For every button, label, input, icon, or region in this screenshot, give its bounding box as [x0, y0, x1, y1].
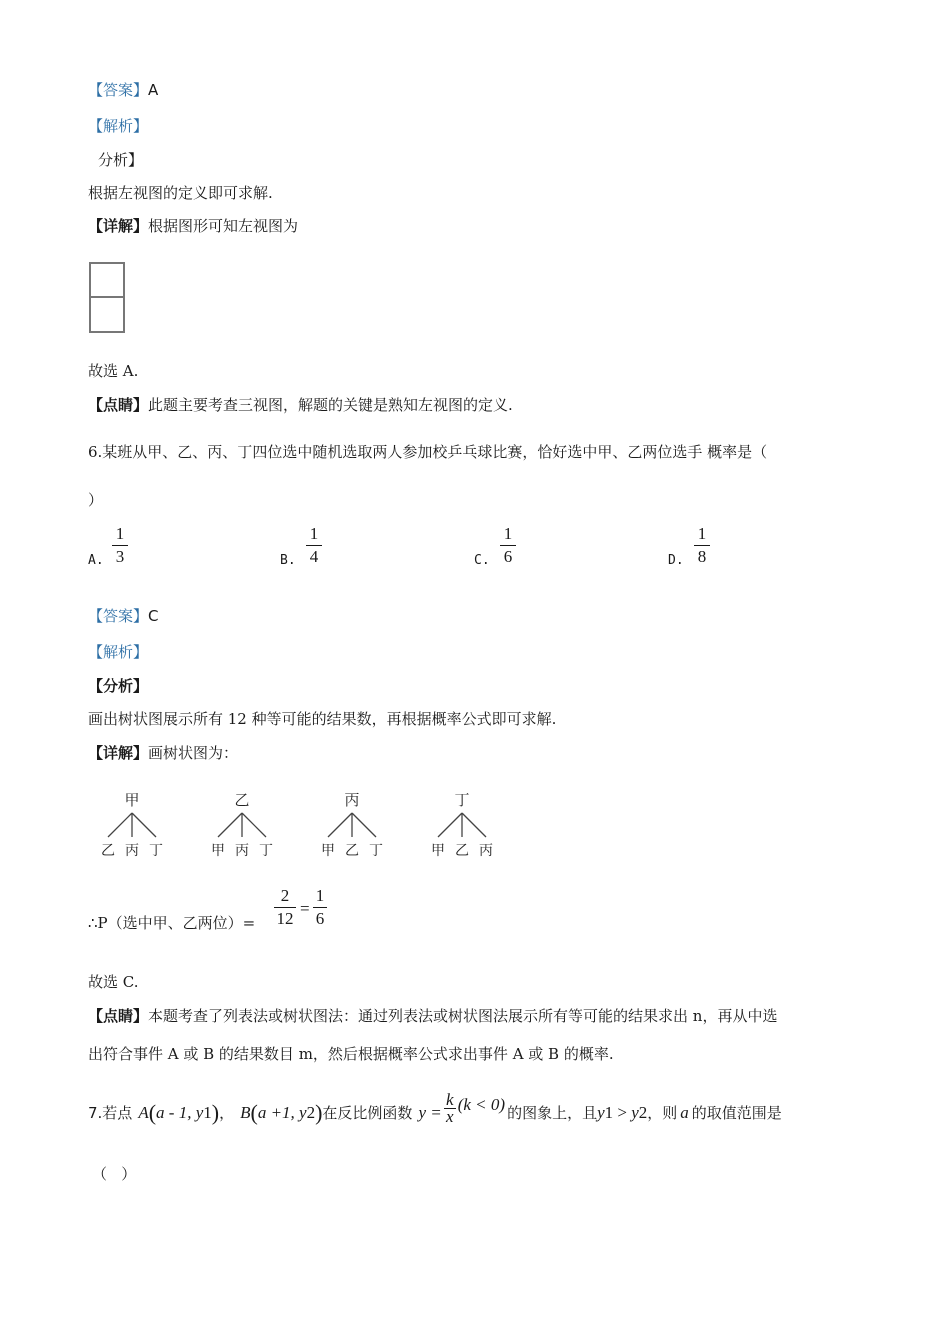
fraction-denominator: 6 [503, 547, 513, 566]
func-fraction [444, 1092, 456, 1125]
fraction-numerator: 1 [503, 524, 513, 543]
detail-tag: 【详解】 [88, 217, 149, 235]
sub-2: 2 [306, 1102, 316, 1122]
comment-text: 本题考查了列表法或树状图法：通过列表法或树状图法展示所有等可能的结果求出 n，再从中选 [148, 1007, 778, 1025]
tree-leaf: 甲 [321, 843, 335, 859]
comment-tag: 【点睛】 [88, 396, 149, 414]
q6-stem: 6.某班从甲、乙、丙、丁四位选中随机选取两人参加校乒乓球比赛，恰好选中甲、乙两位选手 概率是（ [88, 443, 768, 461]
paren-open: ( [250, 1099, 258, 1125]
ineq-op: > [613, 1102, 632, 1122]
answer-tag: 【答案】 [88, 81, 149, 99]
option-a-fraction [112, 524, 128, 567]
fraction-numerator: 1 [315, 886, 325, 905]
q7-stem: 7.若点 A ( a - 1, y 1 ) ， B ( a +1, y 2 ) 在反比例函数 y = k x (k < 0) 的图象上，且 y 1 > y 2 ，则 a 的取值范围是 [88, 1090, 782, 1126]
tree-leaf: 甲 [431, 843, 445, 859]
tree-branch [328, 813, 352, 837]
fraction-denominator: 12 [276, 909, 294, 928]
q6-answer [88, 606, 159, 626]
q5-analysis-tag: 【解析】 [88, 117, 149, 135]
option-d-label: D. [668, 553, 684, 568]
ineq-y1: y [597, 1102, 605, 1122]
paren-open: ( [148, 1099, 157, 1125]
tree-leaf: 丁 [259, 843, 273, 859]
tree-root: 甲 [124, 791, 140, 809]
q7-answer-paren: （ ） [92, 1165, 137, 1183]
detail-tag: 【详解】 [88, 744, 149, 762]
tree-diagram [88, 785, 508, 870]
q6-prob-prefix: ∴P（选中甲、乙两位）= [88, 914, 256, 932]
q6-stem-close: ） [88, 491, 104, 509]
q5-detail [88, 216, 298, 236]
q6-analysis-tag: 【解析】 [88, 643, 149, 661]
tree-branch [352, 813, 376, 837]
tree-branch [132, 813, 156, 837]
q6-method: 画出树状图展示所有 12 种等可能的结果数，再根据概率公式即可求解. [88, 710, 557, 728]
tree-leaf: 甲 [211, 843, 225, 859]
prob-equals: = [300, 899, 310, 918]
left-view-figure [88, 262, 128, 334]
point-a: A [138, 1102, 149, 1122]
tree-branch [218, 813, 242, 837]
point-b: B [240, 1102, 251, 1122]
tree-leaf: 丁 [149, 843, 163, 859]
tree-branch [242, 813, 266, 837]
q6-comment-line1 [88, 1006, 777, 1026]
func-num: k [445, 1090, 454, 1109]
tree-leaf: 丙 [235, 843, 249, 859]
q5-method: 根据左视图的定义即可求解. [88, 184, 273, 202]
var-a: a [680, 1102, 689, 1122]
prob-fraction-2 [313, 886, 327, 929]
q7-tail: 的取值范围是 [691, 1103, 782, 1122]
detail-text: 画树状图为： [148, 744, 239, 762]
q7-prefix: 7.若点 [88, 1103, 133, 1122]
fraction-denominator: 4 [309, 547, 319, 566]
func-den: x [445, 1107, 454, 1126]
ineq-y2: y [631, 1102, 639, 1122]
option-c-label: C. [474, 553, 490, 568]
option-b-fraction [306, 524, 322, 567]
answer-value: A [148, 81, 159, 99]
tree-leaf: 丁 [369, 843, 383, 859]
q5-conclusion: 故选 A. [88, 362, 139, 380]
option-b-label: B. [280, 553, 296, 568]
answer-tag: 【答案】 [88, 607, 149, 625]
q7-mid2: 的图象上，且 [507, 1103, 598, 1122]
comment-tag: 【点睛】 [88, 1007, 149, 1025]
q6-fenxi-tag: 【分析】 [88, 677, 149, 695]
tree-branch [438, 813, 462, 837]
q6-comment-line2: 出符合事件 A 或 B 的结果数目 m，然后根据概率公式求出事件 A 或 B 的概率. [88, 1045, 614, 1063]
prob-fraction-1 [274, 886, 296, 929]
q6-conclusion: 故选 C. [88, 973, 139, 991]
tree-root: 丙 [344, 791, 360, 809]
q6-detail [88, 743, 238, 763]
option-a-label: A. [88, 553, 104, 568]
func-lhs: y = [418, 1102, 442, 1122]
comment-text: 此题主要考查三视图，解题的关键是熟知左视图的定义. [148, 396, 513, 414]
tree-leaf: 乙 [101, 843, 115, 859]
sub-1: 1 [203, 1102, 212, 1122]
fraction-denominator: 6 [315, 909, 325, 928]
fraction-denominator: 8 [697, 547, 707, 566]
tree-leaf: 丙 [479, 843, 493, 859]
option-d-fraction [694, 524, 710, 567]
tree-leaf: 乙 [345, 843, 359, 859]
tree-root: 乙 [234, 791, 250, 809]
tree-branch [462, 813, 486, 837]
paren-close: ) [315, 1099, 323, 1125]
option-c-fraction [500, 524, 516, 567]
q7-then: ，则 [647, 1103, 678, 1122]
fraction-numerator: 1 [309, 524, 319, 543]
answer-value: C [148, 607, 159, 625]
paren-close: ) [211, 1099, 220, 1125]
tree-leaf: 乙 [455, 843, 469, 859]
detail-text: 根据图形可知左视图为 [148, 217, 299, 235]
q7-mid: 在反比例函数 [322, 1103, 413, 1122]
fraction-numerator: 1 [115, 524, 125, 543]
fraction-denominator: 3 [115, 547, 125, 566]
q7-sep: ， [219, 1103, 235, 1122]
tree-leaf: 丙 [125, 843, 139, 859]
point-b-args: a +1, y [257, 1102, 307, 1122]
q5-answer [88, 80, 158, 100]
fraction-numerator: 2 [280, 886, 290, 905]
q5-comment [88, 395, 513, 415]
func-cond: (k < 0) [457, 1094, 506, 1114]
tree-branch [108, 813, 132, 837]
fraction-numerator: 1 [697, 524, 707, 543]
tree-root: 丁 [454, 791, 470, 809]
q5-fenxi: 分析】 [98, 151, 144, 169]
point-a-args: a - 1, y [156, 1102, 204, 1122]
